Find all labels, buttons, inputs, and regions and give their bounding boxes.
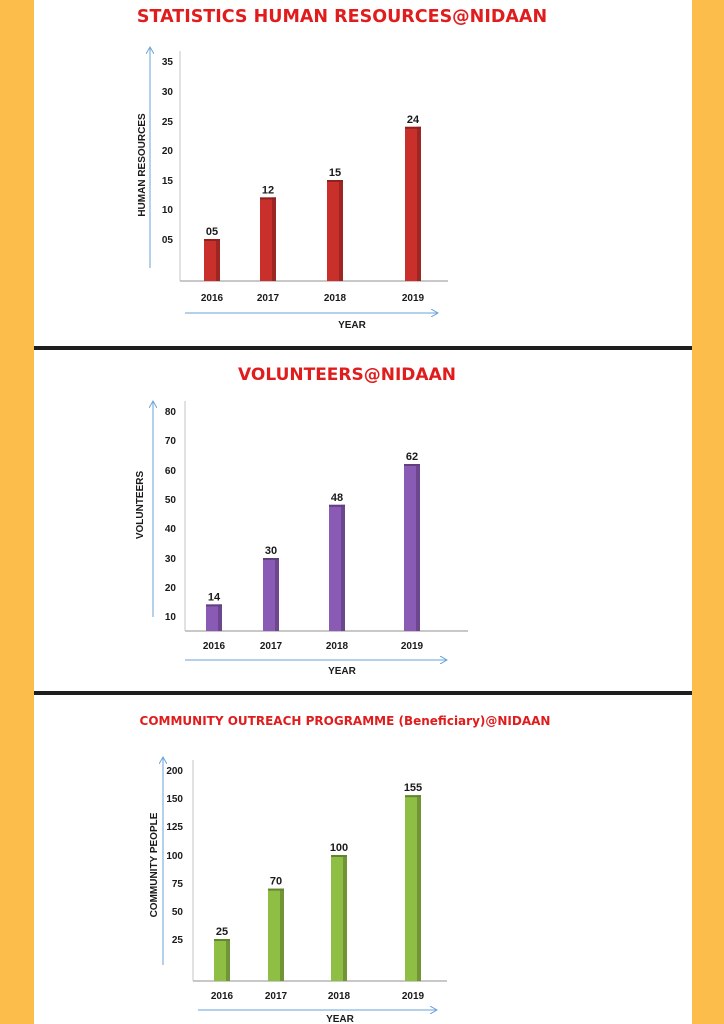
x-tick-label: 2017 bbox=[256, 293, 280, 304]
y-tick-label: 150 bbox=[166, 794, 183, 805]
bar-side-shade bbox=[275, 558, 279, 631]
x-tick-label: 2016 bbox=[200, 293, 224, 304]
chart-title: VOLUNTEERS@NIDAAN bbox=[238, 365, 456, 385]
y-tick-label: 60 bbox=[164, 466, 176, 477]
bar-side-shade bbox=[339, 180, 343, 281]
data-label: 30 bbox=[264, 545, 278, 557]
x-tick-label: 2017 bbox=[264, 991, 288, 1002]
data-label: 155 bbox=[403, 782, 423, 795]
y-tick-label: 05 bbox=[161, 235, 173, 246]
x-tick-label: 2018 bbox=[325, 641, 349, 652]
bar-top-edge bbox=[204, 239, 220, 241]
data-label: 100 bbox=[329, 842, 349, 854]
y-axis-label: VOLUNTEERS bbox=[135, 470, 146, 540]
y-tick-label: 100 bbox=[166, 851, 183, 862]
y-tick-label: 25 bbox=[161, 117, 173, 128]
chart-title: COMMUNITY OUTREACH PROGRAMME (Beneficiary)@NIDAAN bbox=[139, 714, 551, 728]
bar-side-shade bbox=[417, 127, 421, 281]
bar-side-shade bbox=[416, 464, 420, 631]
chart-title: STATISTICS HUMAN RESOURCES@NIDAAN bbox=[136, 7, 548, 27]
data-label: 70 bbox=[269, 875, 283, 888]
y-tick-label: 30 bbox=[164, 554, 176, 565]
bar-top-edge bbox=[405, 795, 421, 797]
bar-side-shade bbox=[216, 239, 220, 281]
bar-top-edge bbox=[206, 604, 222, 606]
y-tick-label: 35 bbox=[161, 57, 173, 68]
bar-top-edge bbox=[329, 505, 345, 507]
y-tick-label: 20 bbox=[164, 583, 176, 594]
y-tick-label: 50 bbox=[164, 495, 176, 506]
x-axis-label: YEAR bbox=[338, 320, 366, 331]
data-label: 12 bbox=[261, 184, 275, 197]
data-label: 24 bbox=[406, 113, 420, 126]
y-tick-label: 15 bbox=[161, 176, 173, 187]
x-tick-label: 2017 bbox=[259, 641, 283, 652]
y-tick-label: 10 bbox=[164, 612, 176, 623]
bar-top-edge bbox=[260, 197, 276, 199]
x-tick-label: 2018 bbox=[327, 991, 351, 1002]
bar-side-shade bbox=[341, 505, 345, 631]
y-tick-label: 50 bbox=[171, 907, 183, 918]
y-axis-label: HUMAN RESOURCES bbox=[137, 113, 148, 217]
y-tick-label: 200 bbox=[166, 766, 183, 777]
data-label: 48 bbox=[330, 491, 344, 504]
x-tick-label: 2018 bbox=[323, 293, 347, 304]
y-tick-label: 10 bbox=[161, 205, 173, 216]
x-tick-label: 2016 bbox=[210, 991, 234, 1002]
bar-side-shade bbox=[280, 889, 284, 981]
bar-top-edge bbox=[263, 558, 279, 560]
data-label: 15 bbox=[328, 167, 342, 179]
bar-side-shade bbox=[343, 855, 347, 981]
x-tick-label: 2016 bbox=[202, 641, 226, 652]
y-tick-label: 25 bbox=[171, 935, 183, 946]
x-tick-label: 2019 bbox=[401, 293, 425, 304]
data-label: 05 bbox=[205, 226, 219, 238]
x-axis-label: YEAR bbox=[328, 666, 356, 677]
bar-top-edge bbox=[214, 939, 230, 941]
x-tick-label: 2019 bbox=[400, 641, 424, 652]
bar-side-shade bbox=[226, 939, 230, 981]
bar-side-shade bbox=[417, 795, 421, 981]
bar-top-edge bbox=[405, 127, 421, 129]
y-axis-label: COMMUNITY PEOPLE bbox=[149, 812, 160, 918]
x-tick-label: 2019 bbox=[401, 991, 425, 1002]
y-tick-label: 70 bbox=[164, 436, 176, 447]
bar-top-edge bbox=[331, 855, 347, 857]
bar-top-edge bbox=[404, 464, 420, 466]
bar-side-shade bbox=[218, 604, 222, 631]
y-tick-label: 20 bbox=[161, 146, 173, 157]
y-tick-label: 125 bbox=[166, 822, 183, 833]
bar-top-edge bbox=[327, 180, 343, 182]
y-tick-label: 30 bbox=[161, 87, 173, 98]
data-label: 14 bbox=[207, 591, 221, 604]
bar-side-shade bbox=[272, 197, 276, 281]
y-tick-label: 40 bbox=[164, 524, 176, 535]
bar-top-edge bbox=[268, 889, 284, 891]
y-tick-label: 75 bbox=[171, 879, 183, 890]
data-label: 25 bbox=[215, 926, 229, 938]
x-axis-label: YEAR bbox=[326, 1014, 354, 1024]
y-tick-label: 80 bbox=[164, 407, 176, 418]
data-label: 62 bbox=[405, 451, 419, 463]
